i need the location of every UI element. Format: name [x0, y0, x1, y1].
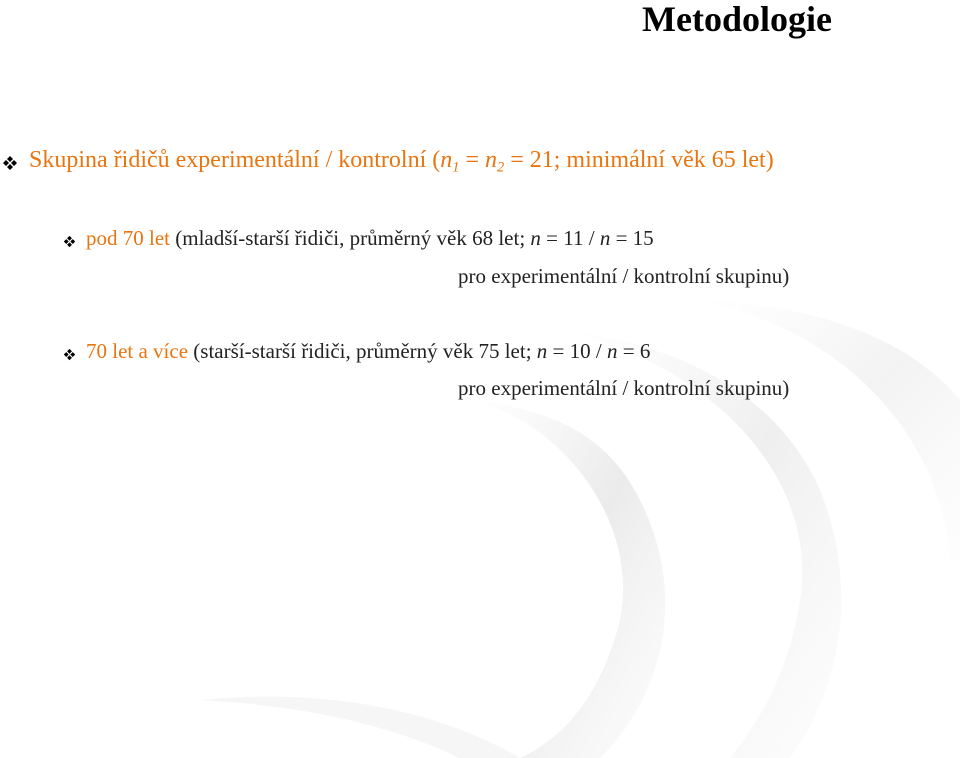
- sub-bullet-2-value-control: = 6: [617, 339, 651, 363]
- diamond-bullet-icon: [63, 348, 76, 361]
- sub-bullet-2-lead: 70 let a více: [86, 339, 189, 363]
- n2-variable: n: [485, 147, 497, 173]
- equals-sign: =: [459, 147, 485, 173]
- n1-variable: n: [440, 147, 453, 173]
- main-bullet-lead: Skupina řidičů experimentální / kontrolní (: [29, 147, 441, 173]
- sub-bullet-1-text: [86, 226, 654, 251]
- sub-bullet-1-detail: (mladší-starší řidiči, průměrný věk 68 let;: [170, 226, 531, 250]
- main-bullet-text: [29, 147, 774, 176]
- sub-bullet-2-n-control: n: [606, 339, 618, 363]
- sub-bullet-1-lead: pod 70 let: [86, 226, 170, 250]
- diamond-bullet-icon: [63, 235, 76, 248]
- diamond-bullet-icon: [2, 155, 18, 171]
- sub-bullet-2-continuation: pro experimentální / kontrolní skupinu): [458, 376, 790, 400]
- sub-bullet-1-continuation: pro experimentální / kontrolní skupinu): [458, 264, 790, 288]
- page-title: Metodologie: [642, 0, 832, 39]
- sub-bullet-1-value-control: = 15: [610, 226, 654, 250]
- sub-bullet-2-detail: (starší-starší řidiči, průměrný věk 75 let;: [188, 339, 537, 363]
- sub-bullet-2-text: [86, 339, 650, 364]
- n1-subscript: 1: [452, 159, 460, 176]
- sub-bullet-1-n-experimental: n: [530, 226, 541, 250]
- sub-bullet-2-value-experimental: = 10 /: [547, 339, 607, 363]
- sub-bullet-1-value-experimental: = 11 /: [540, 226, 600, 250]
- main-bullet-rest: = 21; minimální věk 65 let): [504, 147, 774, 173]
- n2-subscript: 2: [497, 159, 505, 176]
- sub-bullet-2-n-experimental: n: [536, 339, 548, 363]
- sub-bullet-1-n-control: n: [599, 226, 611, 250]
